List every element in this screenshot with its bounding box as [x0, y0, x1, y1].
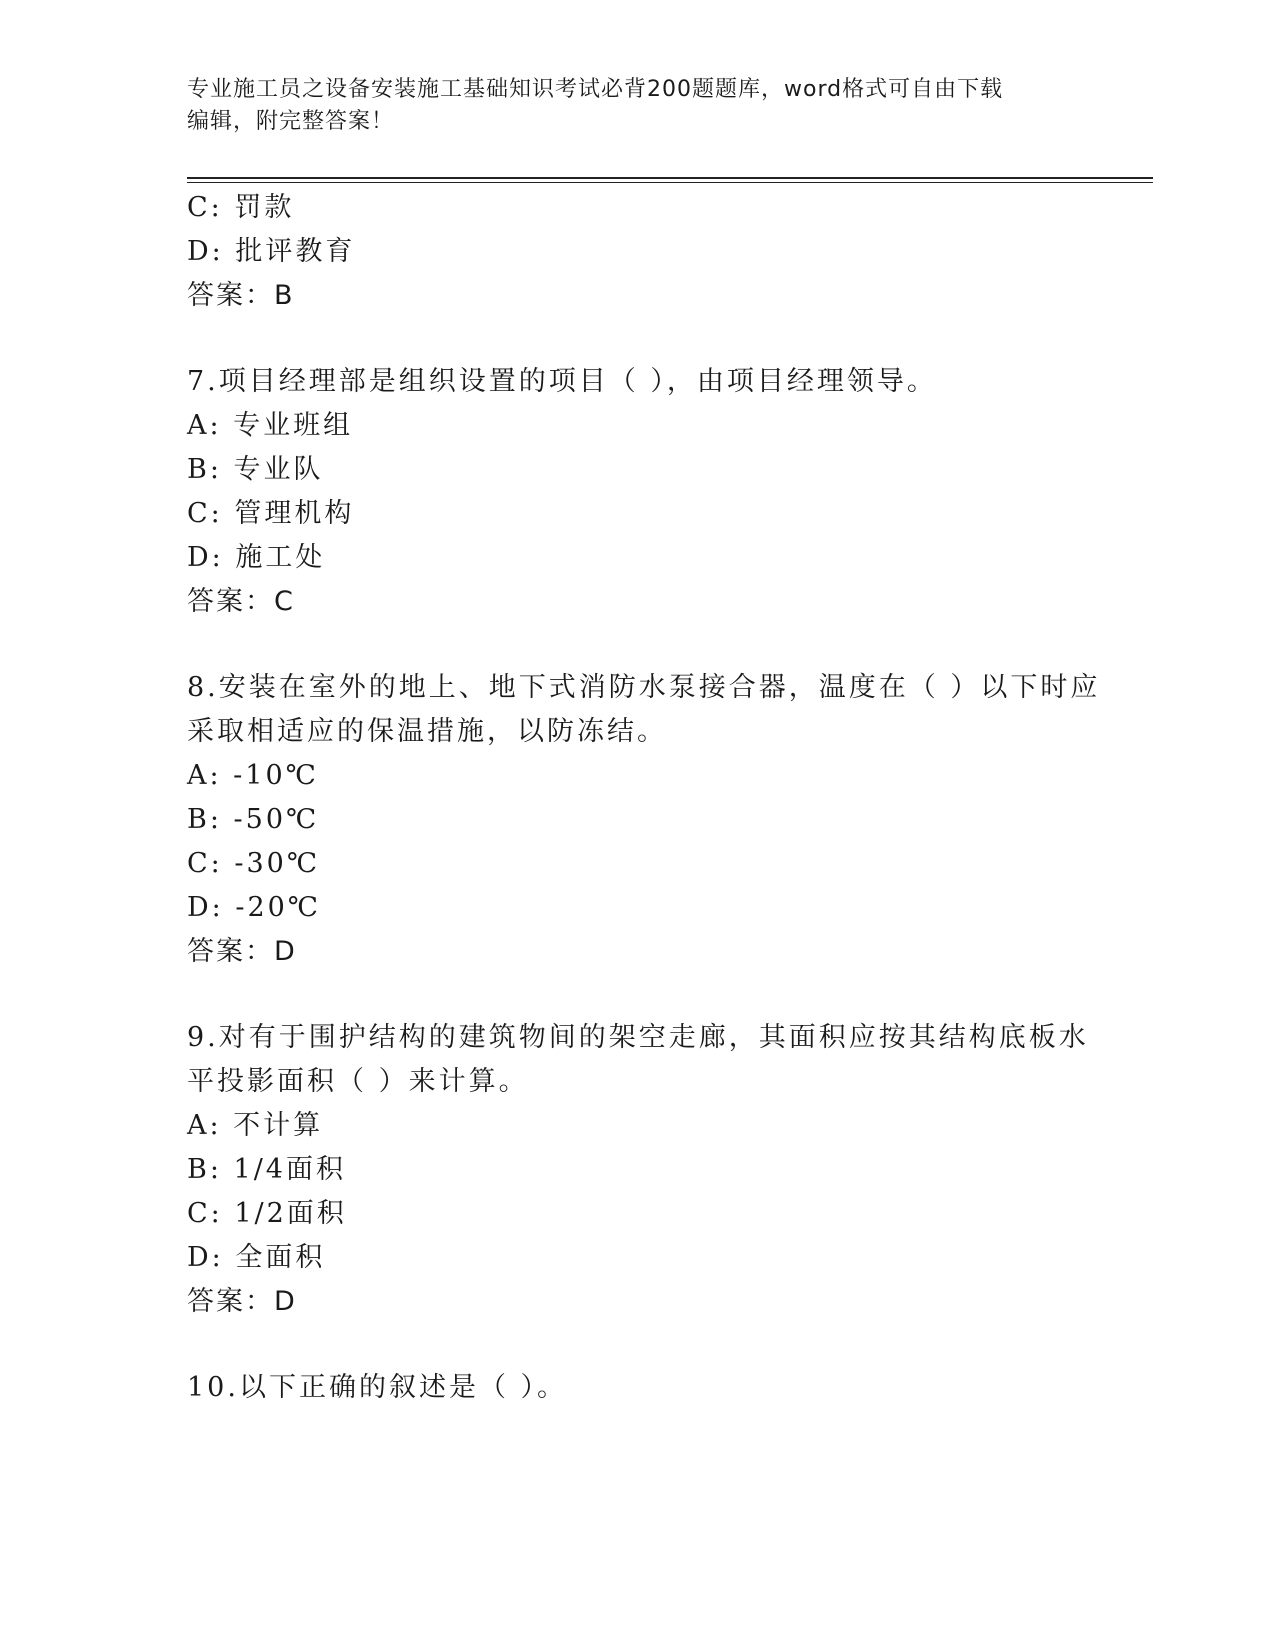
q7-stem-line-1: 7.项目经理部是组织设置的项目（ ），由项目经理领导。: [187, 366, 937, 397]
header-divider-thin: [187, 182, 1153, 183]
header-line-2: 编辑，附完整答案！: [187, 109, 395, 134]
q7-answer: 答案：C: [187, 586, 295, 617]
q8-stem-line-2: 采取相适应的保温措施，以防冻结。: [187, 716, 667, 747]
prev-option-d: D: 批评教育: [187, 236, 356, 267]
q8-option-a: A: -10℃: [187, 760, 319, 791]
q9-answer: 答案：D: [187, 1286, 297, 1317]
prev-option-c: C: 罚款: [187, 192, 295, 223]
q9-option-a: A: 不计算: [187, 1110, 324, 1141]
q8-option-d: D: -20℃: [187, 892, 322, 923]
q7-option-c: C: 管理机构: [187, 498, 355, 529]
q7-option-a: A: 专业班组: [187, 410, 354, 441]
q9-option-d: D: 全面积: [187, 1242, 326, 1273]
q8-stem-line-1: 8.安装在室外的地上、地下式消防水泵接合器，温度在（ ）以下时应: [187, 672, 1101, 703]
q9-stem-line-1: 9.对有于围护结构的建筑物间的架空走廊，其面积应按其结构底板水: [187, 1022, 1089, 1053]
q9-option-c: C: 1/2面积: [187, 1198, 347, 1229]
header-line-1: 专业施工员之设备安装施工基础知识考试必背200题题库，word格式可自由下载: [187, 77, 1004, 102]
document-header: [187, 74, 1087, 138]
q9-option-b: B: 1/4面积: [187, 1154, 346, 1185]
q10-stem-line-1: 10.以下正确的叙述是（ ）。: [187, 1372, 568, 1403]
q8-option-c: C: -30℃: [187, 848, 321, 879]
q7-option-b: B: 专业队: [187, 454, 324, 485]
q9-stem-line-2: 平投影面积（ ）来计算。: [187, 1066, 529, 1097]
q7-option-d: D: 施工处: [187, 542, 326, 573]
q8-answer: 答案：D: [187, 936, 297, 967]
prev-answer: 答案：B: [187, 280, 295, 311]
header-divider-thick: [187, 177, 1153, 179]
q8-option-b: B: -50℃: [187, 804, 320, 835]
